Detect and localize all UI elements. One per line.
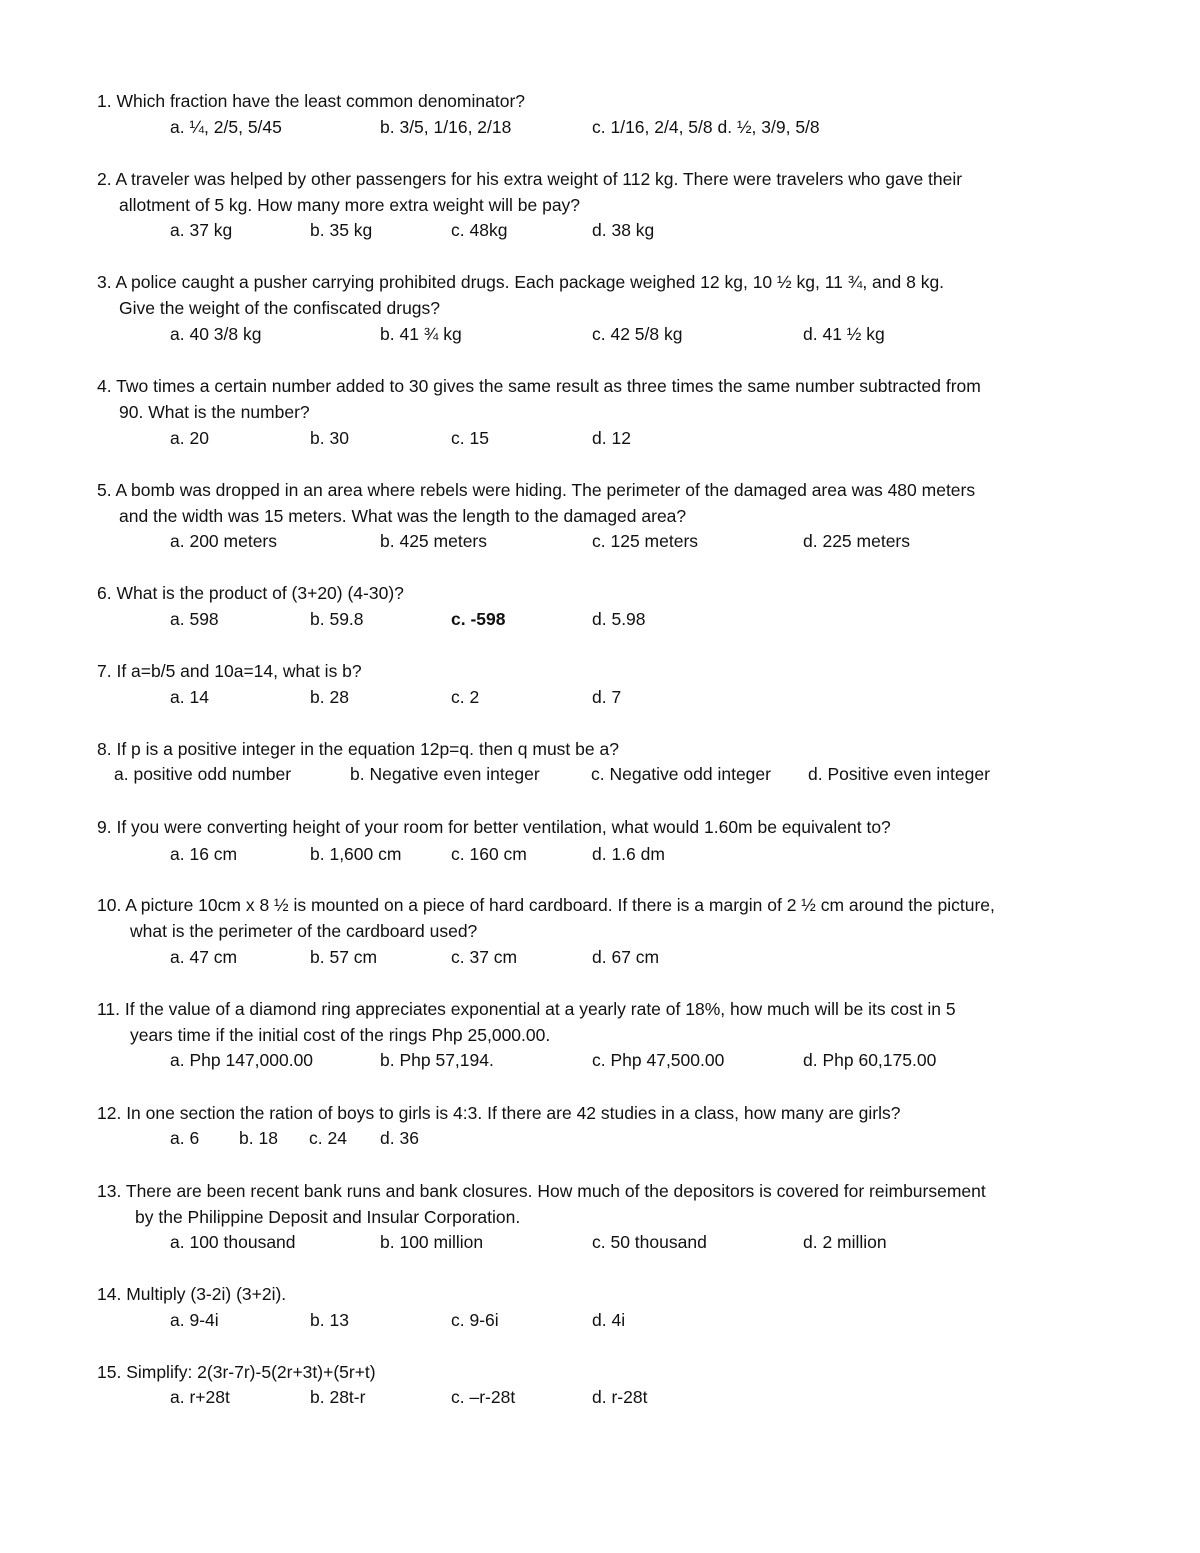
question-14-text: 14. Multiply (3-2i) (3+2i). [97,1284,287,1304]
question-14-option-d: d. 4i [592,1310,626,1330]
question-5-option-a: a. 200 meters [170,531,277,551]
question-5-text-line1: 5. A bomb was dropped in an area where rebels were hiding. The perimeter of the damaged area was 480 meters [97,480,976,500]
question-6-option-d: d. 5.98 [592,609,646,629]
question-2-option-c: c. 48kg [451,220,508,240]
question-10-option-c: c. 37 cm [451,947,518,967]
question-9-option-b: b. 1,600 cm [310,844,402,864]
question-13-option-c: c. 50 thousand [592,1232,707,1252]
question-13-option-b: b. 100 million [380,1232,484,1252]
question-7-option-b: b. 28 [310,687,349,707]
question-5-option-b: b. 425 meters [380,531,487,551]
question-4-text-line1: 4. Two times a certain number added to 30 gives the same result as three times the same number subtracted from [97,376,981,396]
question-9-option-a: a. 16 cm [170,844,238,864]
question-6-option-a: a. 598 [170,609,219,629]
question-11-option-d: d. Php 60,175.00 [803,1050,937,1070]
question-8-option-d: d. Positive even integer [808,764,990,784]
question-1-option-b: b. 3/5, 1/16, 2/18 [380,117,512,137]
question-12-option-b: b. 18 [239,1128,278,1148]
question-4-text-line2: 90. What is the number? [119,402,310,422]
question-11-text-line2: years time if the initial cost of the rings Php 25,000.00. [130,1025,551,1045]
question-10-option-b: b. 57 cm [310,947,378,967]
question-12-option-d: d. 36 [380,1128,419,1148]
question-2-option-d: d. 38 kg [592,220,655,240]
question-3-option-c: c. 42 5/8 kg [592,324,683,344]
question-4-option-d: d. 12 [592,428,631,448]
question-5-text-line2: and the width was 15 meters. What was the length to the damaged area? [119,506,687,526]
question-2-text-line2: allotment of 5 kg. How many more extra weight will be pay? [119,195,581,215]
question-9-text: 9. If you were converting height of your room for better ventilation, what would 1.60m be equivalent to? [97,817,891,837]
question-13-text-line2: by the Philippine Deposit and Insular Corporation. [135,1207,521,1227]
question-11-option-a: a. Php 147,000.00 [170,1050,314,1070]
question-14-option-a: a. 9-4i [170,1310,219,1330]
question-2-text-line1: 2. A traveler was helped by other passengers for his extra weight of 112 kg. There were travelers who gave their [97,169,963,189]
question-7-option-c: c. 2 [451,687,480,707]
question-15-option-d: d. r-28t [592,1387,648,1407]
question-4-option-b: b. 30 [310,428,349,448]
question-1-option-c-d: c. 1/16, 2/4, 5/8 d. ½, 3/9, 5/8 [592,117,820,137]
question-10-text-line2: what is the perimeter of the cardboard used? [130,921,478,941]
question-14-option-c: c. 9-6i [451,1310,499,1330]
question-2-option-a: a. 37 kg [170,220,233,240]
question-4-option-a: a. 20 [170,428,209,448]
question-3-text-line1: 3. A police caught a pusher carrying prohibited drugs. Each package weighed 12 kg, 10 ½ kg, 11 ¾, and 8 kg. [97,272,945,292]
question-10-text-line1: 10. A picture 10cm x 8 ½ is mounted on a piece of hard cardboard. If there is a margin of 2 ½ cm around the picture, [97,895,995,915]
question-9-option-c: c. 160 cm [451,844,527,864]
question-15-text: 15. Simplify: 2(3r-7r)-5(2r+3t)+(5r+t) [97,1362,376,1382]
question-15-option-b: b. 28t-r [310,1387,366,1407]
question-10-option-a: a. 47 cm [170,947,238,967]
question-13-option-a: a. 100 thousand [170,1232,296,1252]
question-7-option-a: a. 14 [170,687,209,707]
question-12-option-c: c. 24 [309,1128,347,1148]
question-11-option-b: b. Php 57,194. [380,1050,494,1070]
question-8-text: 8. If p is a positive integer in the equation 12p=q. then q must be a? [97,739,619,759]
question-8-option-b: b. Negative even integer [350,764,540,784]
question-8-option-a: a. positive odd number [114,764,292,784]
question-1-text: 1. Which fraction have the least common denominator? [97,91,525,111]
question-15-option-c: c. –r-28t [451,1387,516,1407]
question-1-option-a: a. ¼, 2/5, 5/45 [170,117,282,137]
question-5-option-d: d. 225 meters [803,531,910,551]
question-6-option-c: c. -598 [451,609,506,629]
question-10-option-d: d. 67 cm [592,947,660,967]
question-8-option-c: c. Negative odd integer [591,764,771,784]
question-11-option-c: c. Php 47,500.00 [592,1050,725,1070]
question-3-text-line2: Give the weight of the confiscated drugs? [119,298,441,318]
question-3-option-b: b. 41 ¾ kg [380,324,462,344]
question-12-option-a: a. 6 [170,1128,200,1148]
question-5-option-c: c. 125 meters [592,531,699,551]
question-4-option-c: c. 15 [451,428,489,448]
question-3-option-a: a. 40 3/8 kg [170,324,262,344]
question-9-option-d: d. 1.6 dm [592,844,665,864]
question-13-option-d: d. 2 million [803,1232,887,1252]
question-7-text: 7. If a=b/5 and 10a=14, what is b? [97,661,362,681]
question-2-option-b: b. 35 kg [310,220,373,240]
question-12-text: 12. In one section the ration of boys to girls is 4:3. If there are 42 studies in a class, how many are girls? [97,1103,901,1123]
question-7-option-d: d. 7 [592,687,622,707]
question-6-option-b: b. 59.8 [310,609,364,629]
question-3-option-d: d. 41 ½ kg [803,324,885,344]
question-14-option-b: b. 13 [310,1310,349,1330]
question-13-text-line1: 13. There are been recent bank runs and bank closures. How much of the depositors is covered for reimbursement [97,1181,986,1201]
question-11-text-line1: 11. If the value of a diamond ring appreciates exponential at a yearly rate of 18%, how much will be its cost in 5 [97,999,956,1019]
question-6-text: 6. What is the product of (3+20) (4-30)? [97,583,404,603]
question-15-option-a: a. r+28t [170,1387,230,1407]
